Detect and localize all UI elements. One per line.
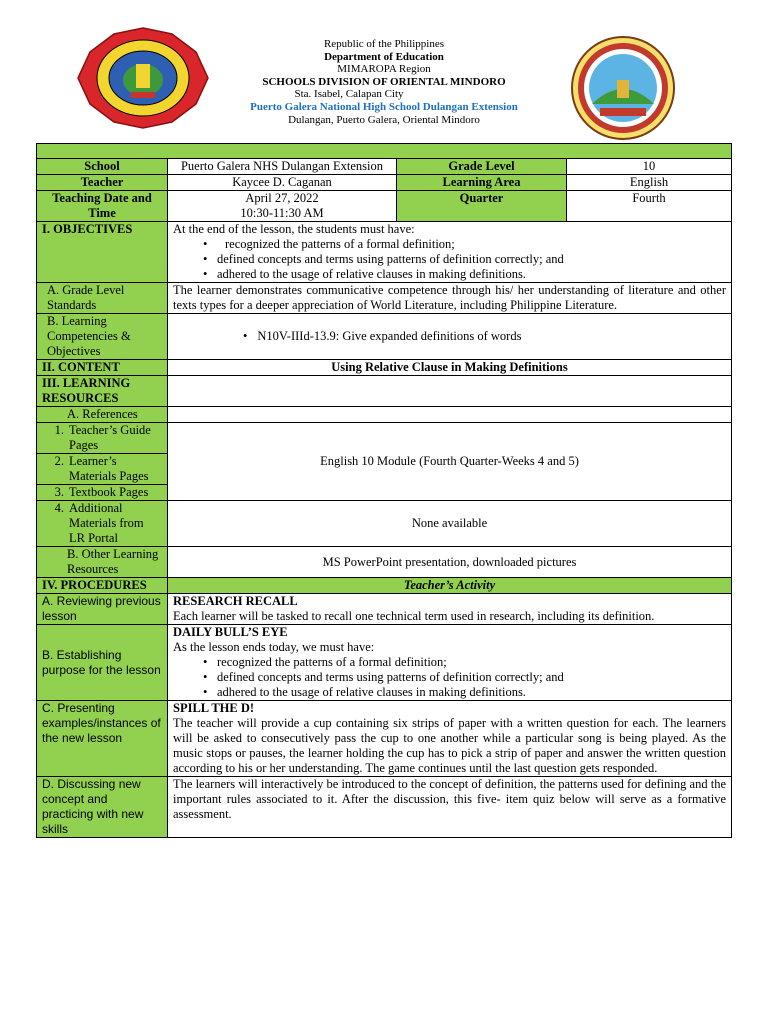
references-empty: [168, 407, 732, 423]
teachers-guide-label: [37, 423, 168, 454]
other-resources-row: [37, 547, 732, 578]
teacher-label: Teacher: [37, 175, 168, 191]
info-row-school: [37, 159, 732, 175]
procedure-b-row: [37, 625, 732, 701]
teaching-date-label: Teaching Date and Time: [37, 191, 168, 222]
quarter-label: Quarter: [397, 191, 567, 222]
objectives-label: I. OBJECTIVES: [37, 222, 168, 283]
procedure-a-label: A. Reviewing previous lesson: [37, 594, 168, 625]
header-region: MIMAROPA Region: [337, 63, 431, 76]
document-header: [0, 0, 768, 142]
teacher-value: Kaycee D. Caganan: [168, 175, 397, 191]
content-label: II. CONTENT: [37, 360, 168, 376]
school-label: School: [37, 159, 168, 175]
procedure-d-label: D. Discussing new concept and practicing with new skills: [37, 777, 168, 838]
competency-item: [173, 329, 726, 344]
resources-label: III. LEARNING RESOURCES: [37, 376, 168, 407]
procedure-a-title: RESEARCH RECALL: [173, 594, 298, 608]
procedure-b-intro: As the lesson ends today, we must have:: [173, 640, 375, 654]
procedures-header-row: [37, 578, 732, 594]
school-logo: [76, 26, 210, 130]
references-row: [37, 407, 732, 423]
procedure-a-text: Each learner will be tasked to recall one technical term used in research, including its definition.: [173, 609, 655, 623]
procedure-b-list: [173, 655, 726, 700]
table-top-bar: [37, 144, 732, 159]
additional-materials-value: None available: [168, 501, 732, 547]
teachers-guide-number: 1.: [54, 423, 64, 437]
learners-materials-value: English 10 Module (Fourth Quarter-Weeks 4 and 5): [168, 423, 732, 501]
header-address: Sta. Isabel, Calapan City: [294, 88, 404, 101]
division-logo: [570, 34, 676, 142]
standards-row: [37, 283, 732, 314]
additional-materials-number: 4.: [54, 501, 64, 515]
textbook-label: [37, 485, 168, 501]
grade-level-value: 10: [567, 159, 732, 175]
procedure-c-label: C. Presenting examples/instances of the new lesson: [37, 701, 168, 777]
purpose-item: • recognized the patterns of a formal definition;: [203, 655, 726, 670]
procedure-d-row: [37, 777, 732, 838]
objectives-content: [168, 222, 732, 283]
additional-materials-row: [37, 501, 732, 547]
lesson-plan-table: [36, 143, 732, 838]
grade-level-label: Grade Level: [397, 159, 567, 175]
other-resources-label: B. Other Learning Resources: [37, 547, 168, 578]
competencies-content: [168, 314, 732, 360]
references-label: A. References: [37, 407, 168, 423]
header-school-name: Puerto Galera National High School Dulangan Extension: [250, 100, 518, 113]
additional-materials-text: Additional Materials from LR Portal: [69, 501, 144, 545]
teachers-guide-row: [37, 423, 732, 454]
procedure-b-title: DAILY BULL’S EYE: [173, 625, 288, 639]
textbook-number: 3.: [54, 485, 64, 499]
procedure-c-row: [37, 701, 732, 777]
header-division: SCHOOLS DIVISION OF ORIENTAL MINDORO: [262, 75, 506, 88]
competencies-label: B. Learning Competencies & Objectives: [37, 314, 168, 360]
procedure-a-content: [168, 594, 732, 625]
procedure-a-row: [37, 594, 732, 625]
teachers-guide-text: Teacher’s Guide Pages: [69, 423, 151, 452]
school-value: Puerto Galera NHS Dulangan Extension: [168, 159, 397, 175]
content-row: [37, 360, 732, 376]
header-school-address: Dulangan, Puerto Galera, Oriental Mindoro: [288, 113, 480, 126]
learners-materials-text: Learner’s Materials Pages: [69, 454, 149, 483]
procedure-c-text: The teacher will provide a cup containing six strips of paper with a written question for each. The learners will be asked to consecutively pass the cup to one another while a particular song is being played. As the music stops or pauses, the learner holding the cup has to pick a strip of paper and answer the written question according to his or her understanding. The game continues until the last question gets responded.: [173, 716, 726, 775]
procedure-b-label: B. Establishing purpose for the lesson: [37, 625, 168, 701]
textbook-text: Textbook Pages: [69, 485, 149, 499]
teaching-date-value: [168, 191, 397, 222]
resources-row: [37, 376, 732, 407]
header-text: [200, 38, 568, 126]
resources-empty: [168, 376, 732, 407]
objectives-list: [173, 237, 726, 282]
objectives-intro: At the end of the lesson, the students must have:: [173, 222, 415, 236]
learners-materials-number: 2.: [54, 454, 64, 468]
info-row-teacher: [37, 175, 732, 191]
standards-label: A. Grade Level Standards: [37, 283, 168, 314]
procedure-d-text: The learners will interactively be introduced to the concept of definition, the patterns used for defining and the important rules associated to it. After the discussion, this five- item quiz below will serve as a formative assessment.: [168, 777, 732, 838]
learning-area-label: Learning Area: [397, 175, 567, 191]
other-resources-value: MS PowerPoint presentation, downloaded pictures: [168, 547, 732, 578]
header-republic: Republic of the Philippines: [323, 38, 445, 50]
bullet-icon: •: [243, 329, 248, 343]
purpose-item: • adhered to the usage of relative clauses in making definitions.: [203, 685, 726, 700]
competency-text: N10V-IIId-13.9: Give expanded definitions of words: [257, 329, 522, 343]
additional-materials-label: [37, 501, 168, 547]
objective-item: • recognized the patterns of a formal definition;: [203, 237, 726, 252]
content-text: Using Relative Clause in Making Definitions: [168, 360, 732, 376]
objectives-row: [37, 222, 732, 283]
objective-item: • defined concepts and terms using patterns of definition correctly; and: [203, 252, 726, 267]
learning-area-value: English: [567, 175, 732, 191]
time-value: 10:30-11:30 AM: [240, 206, 324, 220]
procedure-c-title: SPILL THE D!: [173, 701, 255, 715]
teachers-activity-header: Teacher’s Activity: [168, 578, 732, 594]
quarter-value: Fourth: [567, 191, 732, 222]
standards-text: The learner demonstrates communicative competence through his/ her understanding of literature and other texts types for a deeper appreciation of World Literature, including Philippine Literature.: [168, 283, 732, 314]
learners-materials-label: [37, 454, 168, 485]
objective-item: • adhered to the usage of relative clauses in making definitions.: [203, 267, 726, 282]
procedure-c-content: [168, 701, 732, 777]
header-deped: Department of Education: [324, 50, 444, 63]
info-row-date: [37, 191, 732, 222]
date-value: April 27, 2022: [245, 191, 319, 205]
green-bar: [37, 144, 732, 159]
competencies-row: [37, 314, 732, 360]
purpose-item: • defined concepts and terms using patterns of definition correctly; and: [203, 670, 726, 685]
procedures-label: IV. PROCEDURES: [37, 578, 168, 594]
procedure-b-content: [168, 625, 732, 701]
